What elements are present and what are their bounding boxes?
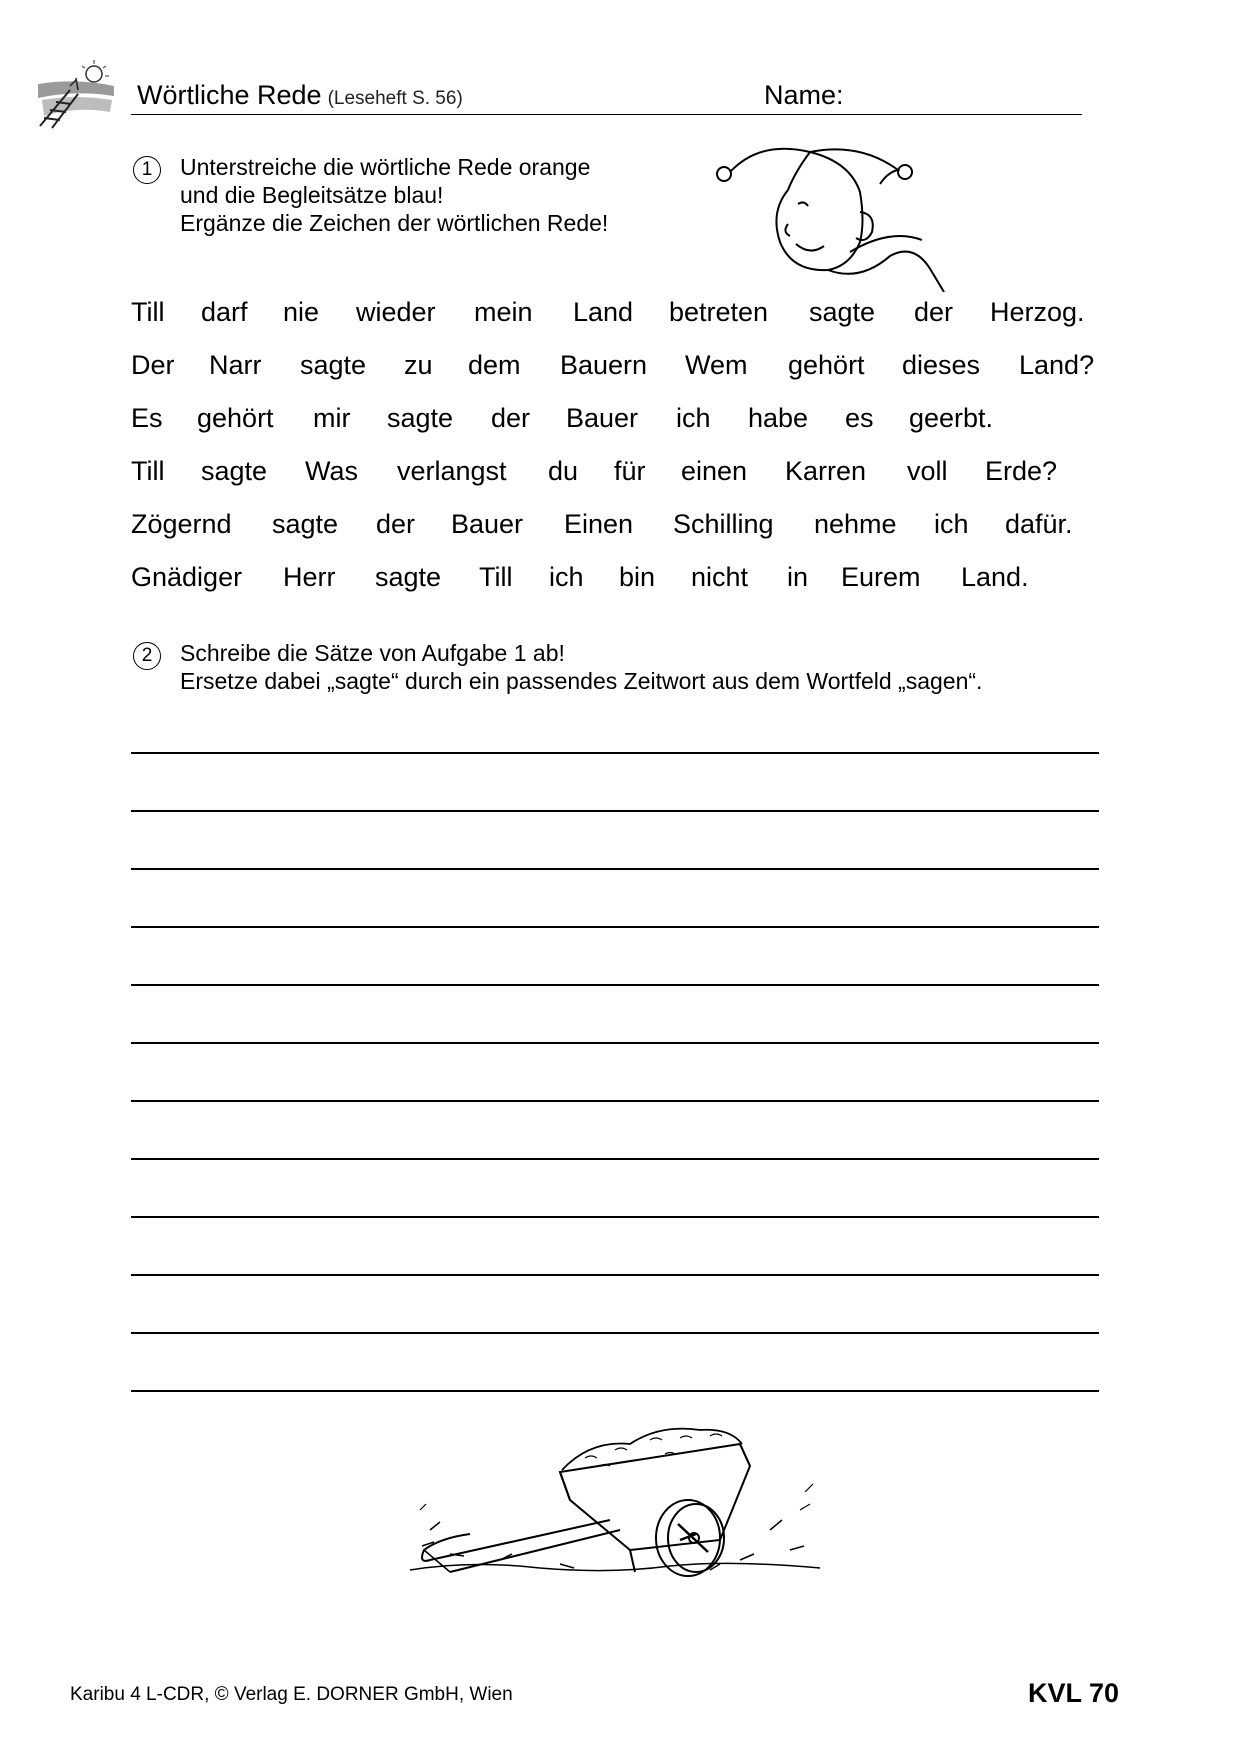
word: Bauer [566, 403, 639, 433]
jester-icon [700, 132, 980, 292]
logo-icon [36, 56, 116, 130]
writing-line[interactable] [131, 1158, 1099, 1160]
writing-line[interactable] [131, 1274, 1099, 1276]
word: Einen [564, 509, 634, 539]
word: Was [305, 456, 358, 486]
writing-line[interactable] [131, 1332, 1099, 1334]
word: einen [681, 456, 748, 486]
writing-line[interactable] [131, 984, 1099, 986]
sentence-row [131, 350, 1131, 390]
word: gehört [197, 403, 274, 433]
word: Wem [685, 350, 748, 380]
writing-line[interactable] [131, 752, 1099, 754]
word: Der [131, 350, 175, 380]
sentence-row [131, 509, 1131, 549]
word: sagte [300, 350, 367, 380]
word: voll [907, 456, 948, 486]
word: Es [131, 403, 163, 433]
task-2-number: 2 [133, 642, 161, 670]
word: nehme [814, 509, 897, 539]
word: Herr [283, 562, 336, 592]
word: Till [131, 297, 165, 327]
word: für [614, 456, 646, 486]
word: mir [313, 403, 351, 433]
footer-copyright: Karibu 4 L-CDR, © Verlag E. DORNER GmbH, Wien [70, 1684, 513, 1705]
word: Land? [1019, 350, 1095, 380]
word: Karren [785, 456, 867, 486]
word: habe [748, 403, 809, 433]
sentence-row [131, 562, 1131, 602]
name-label: Name: [764, 80, 844, 110]
worksheet-title [137, 80, 463, 111]
task-2-instructions [180, 639, 982, 695]
word: wieder [356, 297, 436, 327]
word: Bauer [451, 509, 524, 539]
word: dem [468, 350, 521, 380]
wheelbarrow-icon [410, 1410, 830, 1580]
header-rule [131, 114, 1082, 115]
word: Herzog. [990, 297, 1085, 327]
word: der [376, 509, 416, 539]
sentence-row [131, 403, 1131, 443]
word: sagte [387, 403, 454, 433]
word: nie [283, 297, 320, 327]
word: du [548, 456, 579, 486]
title-text: Wörtliche Rede [137, 80, 322, 110]
word: Eurem [841, 562, 921, 592]
writing-line[interactable] [131, 1042, 1099, 1044]
word: nicht [691, 562, 749, 592]
word: bin [619, 562, 656, 592]
page-code: KVL 70 [1028, 1678, 1120, 1708]
word: ich [934, 509, 969, 539]
word: darf [201, 297, 248, 327]
word: geerbt. [909, 403, 994, 433]
word: Narr [209, 350, 262, 380]
word: zu [404, 350, 433, 380]
task-1-line: Unterstreiche die wörtliche Rede orange [180, 154, 591, 180]
word: Land. [961, 562, 1029, 592]
task-1-line: und die Begleitsätze blau! [180, 182, 444, 208]
word: ich [549, 562, 584, 592]
word: der [914, 297, 954, 327]
word: in [787, 562, 809, 592]
task-1-line: Ergänze die Zeichen der wörtlichen Rede! [180, 210, 609, 236]
word: sagte [201, 456, 268, 486]
word: Till [131, 456, 165, 486]
word: Gnädiger [131, 562, 243, 592]
sentence-row [131, 456, 1131, 496]
word: Erde? [985, 456, 1058, 486]
sentence-row [131, 297, 1131, 337]
word: Zögernd [131, 509, 232, 539]
task-2-line: Schreibe die Sätze von Aufgabe 1 ab! [180, 640, 565, 666]
word: dafür. [1005, 509, 1073, 539]
word: betreten [669, 297, 769, 327]
word: Schilling [673, 509, 774, 539]
word: dieses [902, 350, 981, 380]
task-2-line: Ersetze dabei „sagte“ durch ein passendes Zeitwort aus dem Wortfeld „sagen“. [180, 668, 983, 694]
word: sagte [272, 509, 339, 539]
writing-line[interactable] [131, 1390, 1099, 1392]
word: sagte [809, 297, 876, 327]
writing-line[interactable] [131, 1216, 1099, 1218]
writing-line[interactable] [131, 1100, 1099, 1102]
word: Land [573, 297, 634, 327]
task-1-number: 1 [133, 156, 161, 184]
writing-line[interactable] [131, 926, 1099, 928]
word: gehört [788, 350, 865, 380]
word: es [845, 403, 874, 433]
word: der [491, 403, 531, 433]
title-source: (Leseheft S. 56) [327, 88, 463, 109]
writing-line[interactable] [131, 868, 1099, 870]
word: sagte [375, 562, 442, 592]
word: verlangst [397, 456, 507, 486]
word: Bauern [560, 350, 648, 380]
word: ich [676, 403, 711, 433]
task-1-instructions [180, 153, 608, 237]
writing-line[interactable] [131, 810, 1099, 812]
word: mein [474, 297, 533, 327]
word: Till [479, 562, 513, 592]
